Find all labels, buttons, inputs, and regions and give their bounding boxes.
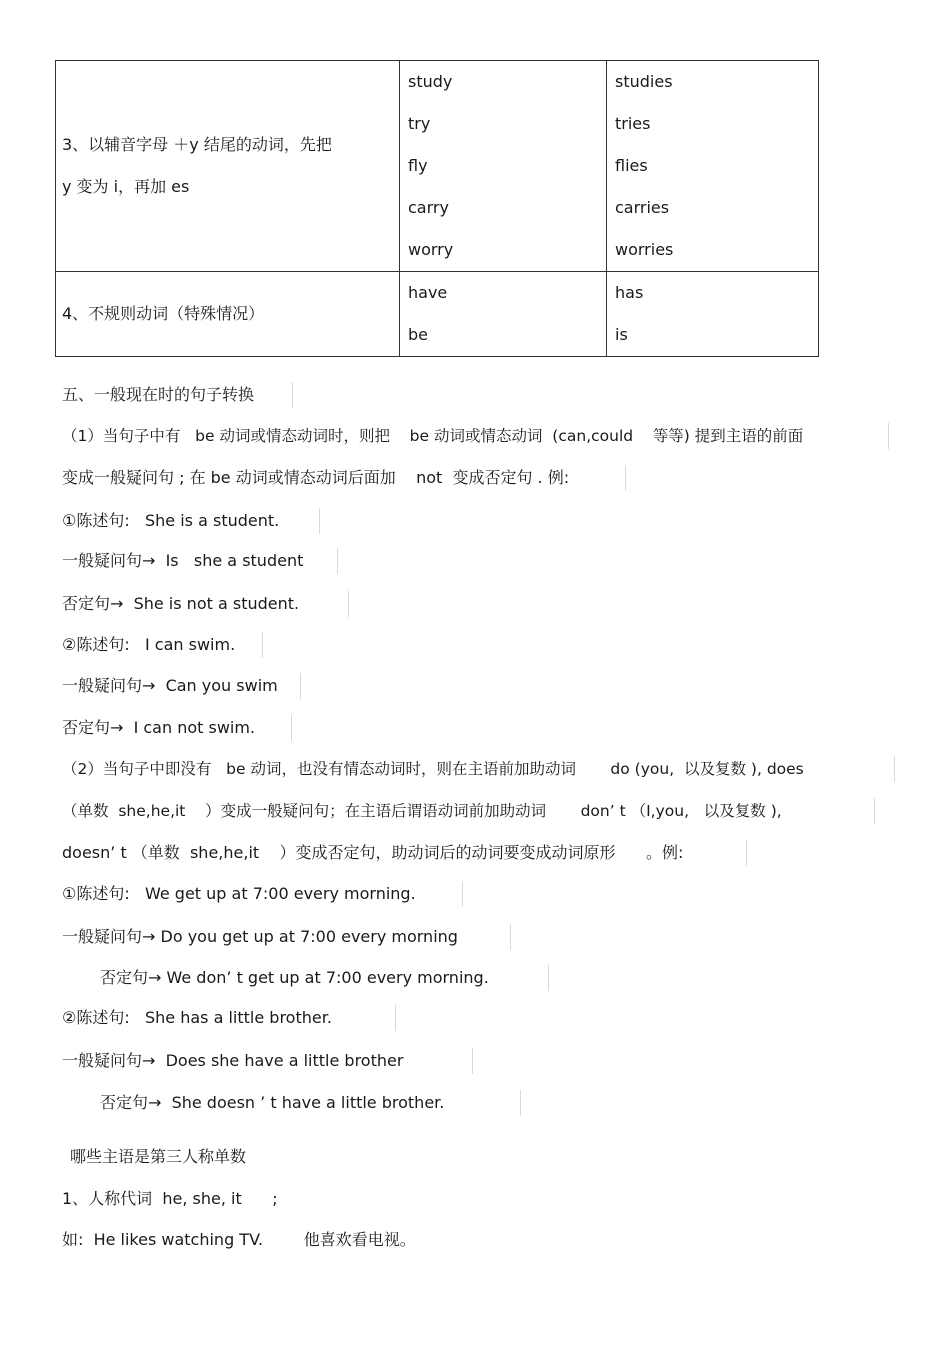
paragraph-line: 变成一般疑问句 ; 在 be 动词或情态动词后面加 not 变成否定句 . 例:: [62, 468, 570, 487]
third-person-cell: [607, 272, 819, 357]
paragraph-line: （2）当句子中即没有 be 动词，也没有情态动词时，则在主语前加助动词 do (you, 以及复数 ), does: [62, 760, 804, 778]
rule-cell: [56, 272, 400, 357]
base-verb: study: [408, 72, 453, 91]
paragraph-line: （单数 she,he,it ）变成一般疑问句；在主语后谓语动词前加助动词 don’ t （I,you, 以及复数 ),: [62, 802, 782, 820]
margin-guide: [337, 548, 338, 574]
base-verb: have: [408, 283, 448, 302]
margin-guide: [548, 965, 549, 991]
margin-guide: [888, 423, 889, 449]
base-verb: carry: [408, 198, 449, 217]
base-form-cell: [400, 272, 607, 357]
list-item: 1、人称代词 he, she, it ;: [62, 1189, 278, 1208]
rule-line: y 变为 i，再加 es: [62, 177, 190, 196]
base-verb: fly: [408, 156, 428, 175]
margin-guide: [395, 1005, 396, 1031]
section-heading: 五、一般现在时的句子转换: [62, 385, 255, 404]
margin-guide: [625, 465, 626, 491]
example-question: 一般疑问句→ Does she have a little brother: [62, 1051, 404, 1070]
example-sentence: 如: He likes watching TV. 他喜欢看电视。: [62, 1230, 416, 1249]
paragraph-line: （1）当句子中有 be 动词或情态动词时，则把 be 动词或情态动词 (can,could 等等) 提到主语的前面: [62, 427, 804, 445]
third-person-verb: has: [615, 283, 644, 302]
margin-guide: [319, 508, 320, 534]
example-question: 一般疑问句→ Is she a student: [62, 551, 304, 570]
rule-line: 4、不规则动词（特殊情况）: [62, 304, 265, 323]
margin-guide: [348, 591, 349, 617]
margin-guide: [262, 632, 263, 658]
third-person-verb: tries: [615, 114, 651, 133]
rule-line: 3、以辅音字母 ＋y 结尾的动词，先把: [62, 135, 332, 154]
base-form-cell: [400, 61, 607, 272]
base-verb: try: [408, 114, 431, 133]
margin-guide: [746, 840, 747, 866]
example-negative: 否定句→ She doesn ’ t have a little brother.: [100, 1093, 445, 1112]
example-question: 一般疑问句→ Do you get up at 7:00 every morning: [62, 927, 458, 946]
third-person-verb: studies: [615, 72, 673, 91]
third-person-cell: [607, 61, 819, 272]
table-row: [56, 272, 819, 357]
margin-guide: [894, 756, 895, 782]
margin-guide: [291, 715, 292, 741]
margin-guide: [300, 673, 301, 699]
base-verb: worry: [408, 240, 454, 259]
margin-guide: [520, 1090, 521, 1116]
example-statement: ①陈述句: We get up at 7:00 every morning.: [62, 884, 416, 903]
paragraph-line: doesn’ t （单数 she,he,it ）变成否定句，助动词后的动词要变成动词原形 。例:: [62, 843, 684, 862]
example-negative: 否定句→ She is not a student.: [62, 594, 300, 613]
base-verb: be: [408, 325, 428, 344]
margin-guide: [462, 881, 463, 907]
margin-guide: [510, 924, 511, 950]
third-person-verb: flies: [615, 156, 648, 175]
third-person-verb: is: [615, 325, 628, 344]
third-person-verb: worries: [615, 240, 674, 259]
example-statement: ②陈述句: She has a little brother.: [62, 1008, 332, 1027]
example-negative: 否定句→ We don’ t get up at 7:00 every morning.: [100, 968, 489, 987]
margin-guide: [292, 382, 293, 408]
example-negative: 否定句→ I can not swim.: [62, 718, 256, 737]
third-person-verb: carries: [615, 198, 670, 217]
example-statement: ②陈述句: I can swim.: [62, 635, 236, 654]
table-row: [56, 61, 819, 272]
verb-rules-table: [55, 60, 819, 357]
section-heading: 哪些主语是第三人称单数: [70, 1147, 247, 1166]
margin-guide: [874, 798, 875, 824]
margin-guide: [472, 1048, 473, 1074]
example-statement: ①陈述句: She is a student.: [62, 511, 280, 530]
example-question: 一般疑问句→ Can you swim: [62, 676, 278, 695]
rule-cell: [56, 61, 400, 272]
